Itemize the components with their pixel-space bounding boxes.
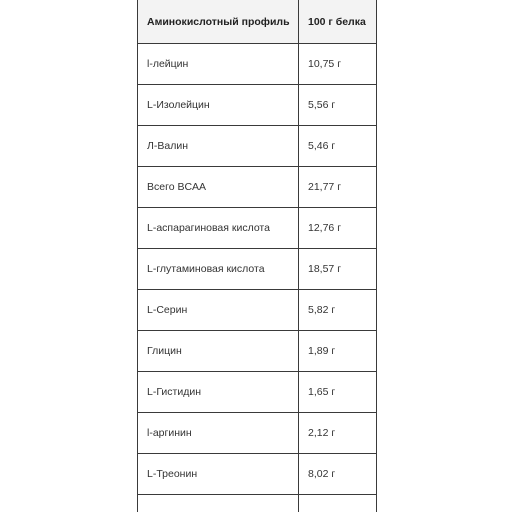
header-amino-profile: Аминокислотный профиль [138, 0, 299, 44]
table-row [138, 290, 377, 331]
table-row [138, 208, 377, 249]
amino-value-cell: 5,46 г [299, 126, 377, 167]
table-row [138, 126, 377, 167]
table-row [138, 249, 377, 290]
amino-value-cell: 21,77 г [299, 167, 377, 208]
amino-value-cell: 12,76 г [299, 208, 377, 249]
table-row-cutoff [138, 495, 377, 512]
amino-name-cell: Л-Валин [138, 126, 299, 167]
header-row [138, 0, 377, 44]
table-row [138, 85, 377, 126]
amino-name-cell: L-аспарагиновая кислота [138, 208, 299, 249]
table-row [138, 331, 377, 372]
amino-name-cell: L-Треонин [138, 454, 299, 495]
amino-name-cell: L-Изолейцин [138, 85, 299, 126]
amino-value-cell: 1,89 г [299, 331, 377, 372]
amino-value-cell: 10,75 г [299, 44, 377, 85]
table-row [138, 372, 377, 413]
empty-cell [138, 495, 299, 512]
empty-cell [299, 495, 377, 512]
amino-name-cell: Всего BCAA [138, 167, 299, 208]
amino-name-cell: L-глутаминовая кислота [138, 249, 299, 290]
amino-value-cell: 5,82 г [299, 290, 377, 331]
amino-name-cell: L-Гистидин [138, 372, 299, 413]
amino-name-cell: l-лейцин [138, 44, 299, 85]
amino-value-cell: 5,56 г [299, 85, 377, 126]
table-row [138, 454, 377, 495]
amino-value-cell: 18,57 г [299, 249, 377, 290]
table-row [138, 44, 377, 85]
amino-value-cell: 2,12 г [299, 413, 377, 454]
table-row [138, 413, 377, 454]
amino-name-cell: L-Серин [138, 290, 299, 331]
header-per-100g-protein: 100 г белка [299, 0, 377, 44]
amino-name-cell: l-аргинин [138, 413, 299, 454]
amino-value-cell: 1,65 г [299, 372, 377, 413]
amino-acid-table [137, 0, 377, 512]
amino-value-cell: 8,02 г [299, 454, 377, 495]
table-row [138, 167, 377, 208]
amino-name-cell: Глицин [138, 331, 299, 372]
